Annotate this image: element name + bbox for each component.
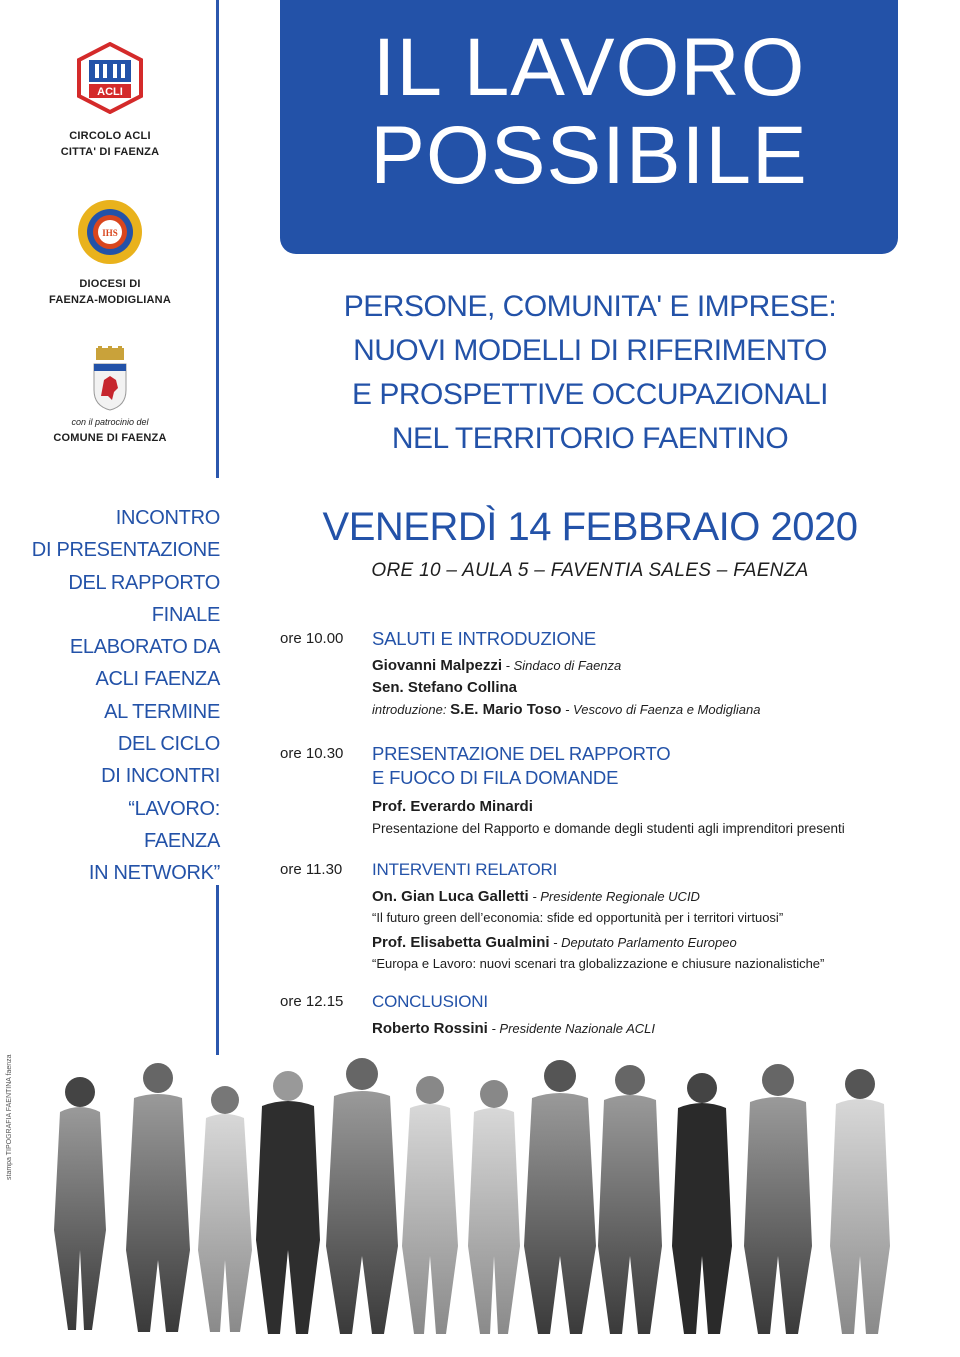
subtitle	[330, 285, 850, 461]
speaker-role: - Sindaco di Faenza	[502, 658, 622, 673]
event-place: ORE 10 – AULA 5 – FAVENTIA SALES – FAENZA	[371, 560, 809, 581]
vertical-divider-bottom	[216, 885, 219, 1055]
acli-logo-icon	[75, 42, 145, 114]
speaker-role: - Presidente Regionale UCID	[528, 889, 700, 904]
side-line: IN NETWORK”	[88, 862, 220, 885]
worker-figure	[744, 1064, 812, 1334]
speaker-name: Roberto Rossini	[372, 1020, 488, 1037]
diocese-logo-block	[40, 198, 180, 308]
talk-title: “Europa e Lavoro: nuovi scenari tra globalizzazione e chiusure nazionalistiche”	[372, 956, 825, 971]
worker-figure	[524, 1060, 596, 1334]
speaker-role: - Vescovo di Faenza e Modigliana	[561, 702, 761, 717]
side-description	[30, 502, 220, 890]
acli-caption-line2: CITTA' DI FAENZA	[60, 146, 160, 158]
speaker-role: - Presidente Nazionale ACLI	[487, 1021, 656, 1036]
side-line: FINALE	[151, 603, 220, 626]
side-line: ELABORATO DA	[69, 636, 220, 659]
worker-figure	[326, 1058, 398, 1334]
worker-figure	[54, 1077, 106, 1330]
coat-of-arms-icon	[90, 346, 130, 412]
side-line: DI INCONTRI	[101, 765, 220, 788]
talk-title: “Il futuro green dell’economia: sfide ed opportunità per i territori virtuosi”	[372, 910, 784, 925]
vertical-divider-top	[216, 0, 219, 478]
speaker-role: - Deputato Parlamento Europeo	[549, 935, 737, 950]
agenda-time: ore 12.15	[280, 993, 344, 1010]
speaker-name: Prof. Everardo Minardi	[372, 798, 533, 815]
side-line: “LAVORO:	[128, 797, 220, 820]
side-line: FAENZA	[144, 829, 220, 852]
subtitle-line: NUOVI MODELLI DI RIFERIMENTO	[353, 334, 827, 367]
printer-credit: stampa TIPOGRAFIA FAENTINA faenza	[6, 1054, 13, 1180]
worker-figure	[468, 1080, 520, 1334]
side-line: ACLI FAENZA	[95, 668, 220, 691]
subtitle-line: E PROSPETTIVE OCCUPAZIONALI	[351, 378, 829, 411]
subtitle-line: NEL TERRITORIO FAENTINO	[391, 422, 789, 455]
worker-figure	[672, 1073, 732, 1334]
worker-figure	[598, 1065, 662, 1334]
comune-logo-block	[40, 346, 180, 446]
patronage-label: con il patrocinio del	[71, 417, 149, 427]
speaker-name: S.E. Mario Toso	[450, 701, 562, 718]
agenda-heading: INTERVENTI RELATORI	[372, 860, 558, 879]
worker-figure	[402, 1076, 458, 1334]
agenda-heading: PRESENTAZIONE DEL RAPPORTO	[372, 743, 671, 764]
diocese-caption-line1: DIOCESI DI	[79, 278, 141, 290]
event-date: VENERDÌ 14 FEBBRAIO 2020	[322, 505, 858, 549]
speaker-name: Prof. Elisabetta Gualmini	[372, 934, 550, 951]
svg-text:ACLI: ACLI	[97, 86, 123, 98]
intro-label: introduzione:	[372, 702, 451, 717]
worker-figure	[198, 1086, 252, 1332]
side-line: DI PRESENTAZIONE	[31, 539, 220, 562]
speaker-name: On. Gian Luca Galletti	[372, 888, 529, 905]
speaker-name: Sen. Stefano Collina	[372, 679, 518, 696]
side-line: DEL CICLO	[117, 733, 220, 756]
worker-figure	[126, 1063, 190, 1332]
session-description: Presentazione del Rapporto e domande degli studenti agli imprenditori presenti	[372, 821, 845, 836]
svg-text:IHS: IHS	[102, 228, 118, 238]
worker-figure	[830, 1069, 890, 1334]
acli-logo-block	[40, 42, 180, 160]
diocese-caption-line2: FAENZA-MODIGLIANA	[49, 294, 171, 306]
worker-figure	[256, 1071, 320, 1334]
diocese-seal-icon	[76, 198, 144, 266]
agenda-heading: SALUTI E INTRODUZIONE	[372, 628, 596, 649]
comune-caption: COMUNE DI FAENZA	[53, 432, 167, 444]
title-line-2: POSSIBILE	[370, 110, 808, 201]
side-line: DEL RAPPORTO	[68, 571, 220, 594]
side-line: INCONTRO	[115, 507, 220, 529]
agenda-time: ore 10.30	[280, 745, 344, 762]
speaker-name: Giovanni Malpezzi	[372, 657, 503, 674]
title-line-1: IL LAVORO	[372, 22, 806, 113]
agenda-heading: CONCLUSIONI	[372, 992, 488, 1011]
subtitle-line: PERSONE, COMUNITA' E IMPRESE:	[343, 290, 837, 323]
workers-group-illustration	[30, 1050, 930, 1350]
side-line: AL TERMINE	[104, 700, 220, 723]
agenda-time: ore 11.30	[280, 861, 343, 878]
agenda-heading: E FUOCO DI FILA DOMANDE	[372, 767, 619, 788]
title-banner	[280, 0, 898, 254]
acli-caption-line1: CIRCOLO ACLI	[69, 130, 151, 142]
agenda-time: ore 10.00	[280, 630, 344, 647]
